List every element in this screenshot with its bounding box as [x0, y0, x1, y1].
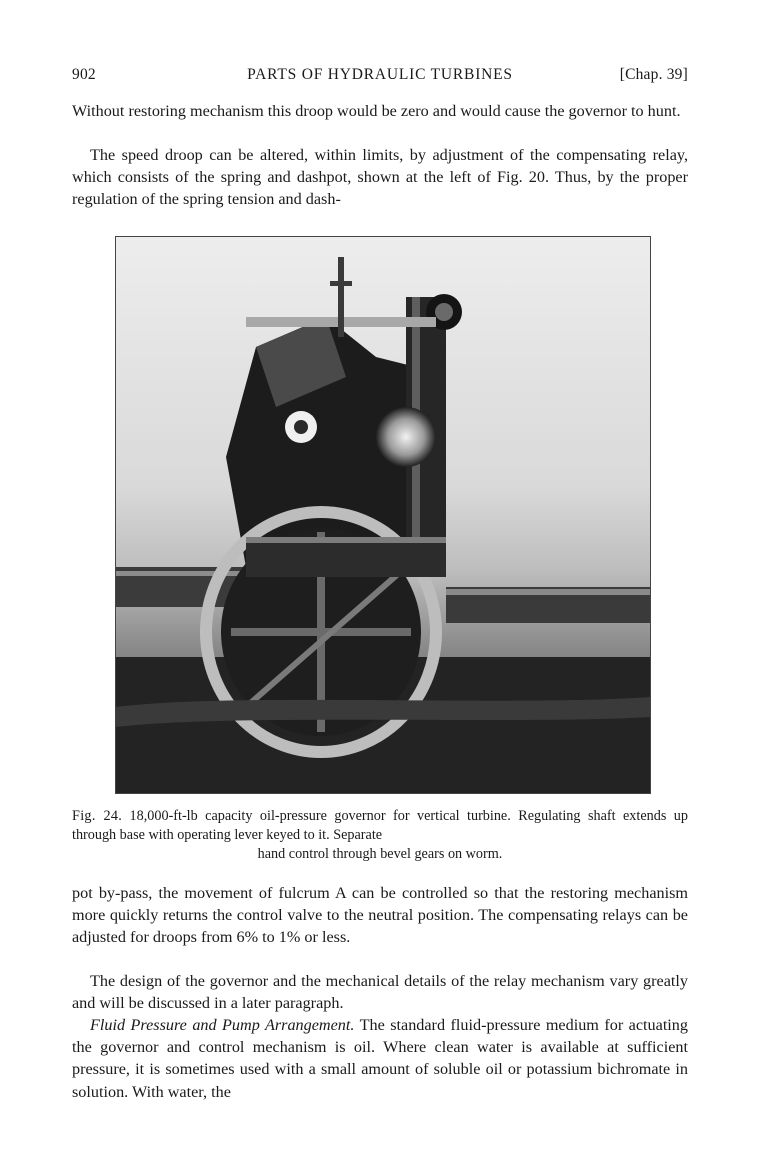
chapter-label: [Chap. 39]	[619, 66, 688, 83]
section-heading-fluid-pressure: Fluid Pressure and Pump Arrangement.	[90, 1016, 355, 1034]
paragraph-fluid-pressure	[72, 1014, 688, 1103]
paragraph-fluid-pressure-body: The standard fluid-pressure medium for actuating the governor and control mechanism is oil. Where clean water is available at sufficient pressure, it is sometimes used with a small amount of soluble oil or potassium bichromate in solution. With water, the	[72, 1016, 688, 1101]
figure-governor-photo	[115, 236, 651, 794]
figure-caption-label: Fig. 24.	[72, 808, 123, 824]
paragraph-design: The design of the governor and the mechanical details of the relay mechanism vary greatly and will be discussed in a later paragraph.	[72, 972, 688, 1013]
paragraph-droop-zero: Without restoring mechanism this droop would be zero and would cause the governor to hunt.	[72, 102, 681, 120]
figure-caption	[72, 807, 688, 864]
page-number: 902	[72, 66, 96, 83]
paragraph-fulcrum: pot by-pass, the movement of fulcrum A can be controlled so that the restoring mechanism more quickly returns the control valve to the neutral position. The compensating relays can be adjusted for droops from 6% to 1% or less.	[72, 884, 688, 947]
figure-caption-main: 18,000-ft-lb capacity oil-pressure governor for vertical turbine. Regulating shaft extends up through base with operating lever keyed to it. Separate	[72, 808, 688, 843]
governor-photo-illustration	[116, 237, 650, 793]
figure-caption-last-line: hand control through bevel gears on worm.	[257, 846, 503, 862]
paragraph-speed-droop: The speed droop can be altered, within limits, by adjustment of the compensating relay, which consists of the spring and dashpot, shown at the left of Fig. 20. Thus, by the proper regulation of the spring tension and dash-	[72, 146, 688, 209]
running-header	[72, 66, 688, 88]
running-title: PARTS OF HYDRAULIC TURBINES	[247, 66, 513, 83]
